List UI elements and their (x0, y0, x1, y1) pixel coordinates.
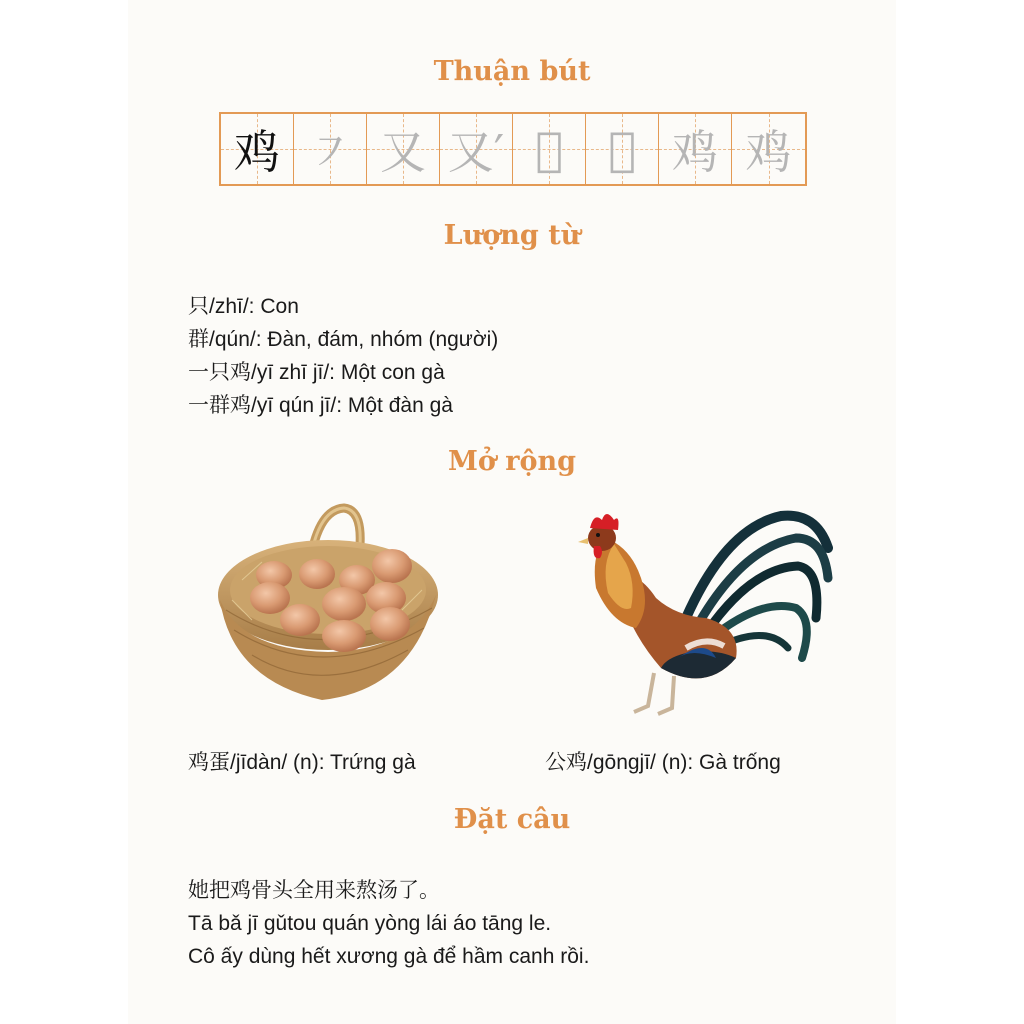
stroke-cell-5: 𪜀 (586, 114, 659, 184)
measure-word-list (188, 290, 498, 422)
stroke-cell-1: ㇇ (294, 114, 367, 184)
stroke-order-grid (219, 112, 807, 186)
list-item: 群/qún/: Đàn, đám, nhóm (người) (188, 328, 499, 351)
egg-basket-icon (212, 500, 444, 710)
sentence-pinyin: Tā bǎ jī gǔtou quán yòng lái áo tāng le. (188, 912, 552, 935)
stroke-cell-7: 鸡 (732, 114, 805, 184)
list-item: 只/zhī/: Con (188, 295, 299, 318)
example-sentence (188, 874, 589, 973)
sentence-chinese: 她把鸡骨头全用来熬汤了。 (188, 878, 440, 902)
stroke-cell-full: 鸡 (221, 114, 294, 184)
stroke-cell-4: 𪜀 (513, 114, 586, 184)
rooster-icon (566, 508, 836, 722)
egg-caption: 鸡蛋/jīdàn/ (n): Trứng gà (188, 751, 416, 774)
sentence-heading: Đặt câu (453, 804, 571, 835)
measure-words-heading: Lượng từ (443, 220, 581, 251)
expand-heading: Mở rộng (447, 446, 577, 477)
list-item: 一群鸡/yī qún jī/: Một đàn gà (188, 394, 453, 417)
sentence-vietnamese: Cô ấy dùng hết xương gà để hầm canh rồi. (188, 945, 590, 968)
stroke-cell-3: 又′ (440, 114, 513, 184)
stroke-order-heading: Thuận bút (433, 56, 591, 87)
rooster-caption: 公鸡/gōngjī/ (n): Gà trống (545, 751, 781, 774)
stroke-cell-2: 又 (367, 114, 440, 184)
stroke-cell-6: 鸡 (659, 114, 732, 184)
list-item: 一只鸡/yī zhī jī/: Một con gà (188, 361, 445, 384)
